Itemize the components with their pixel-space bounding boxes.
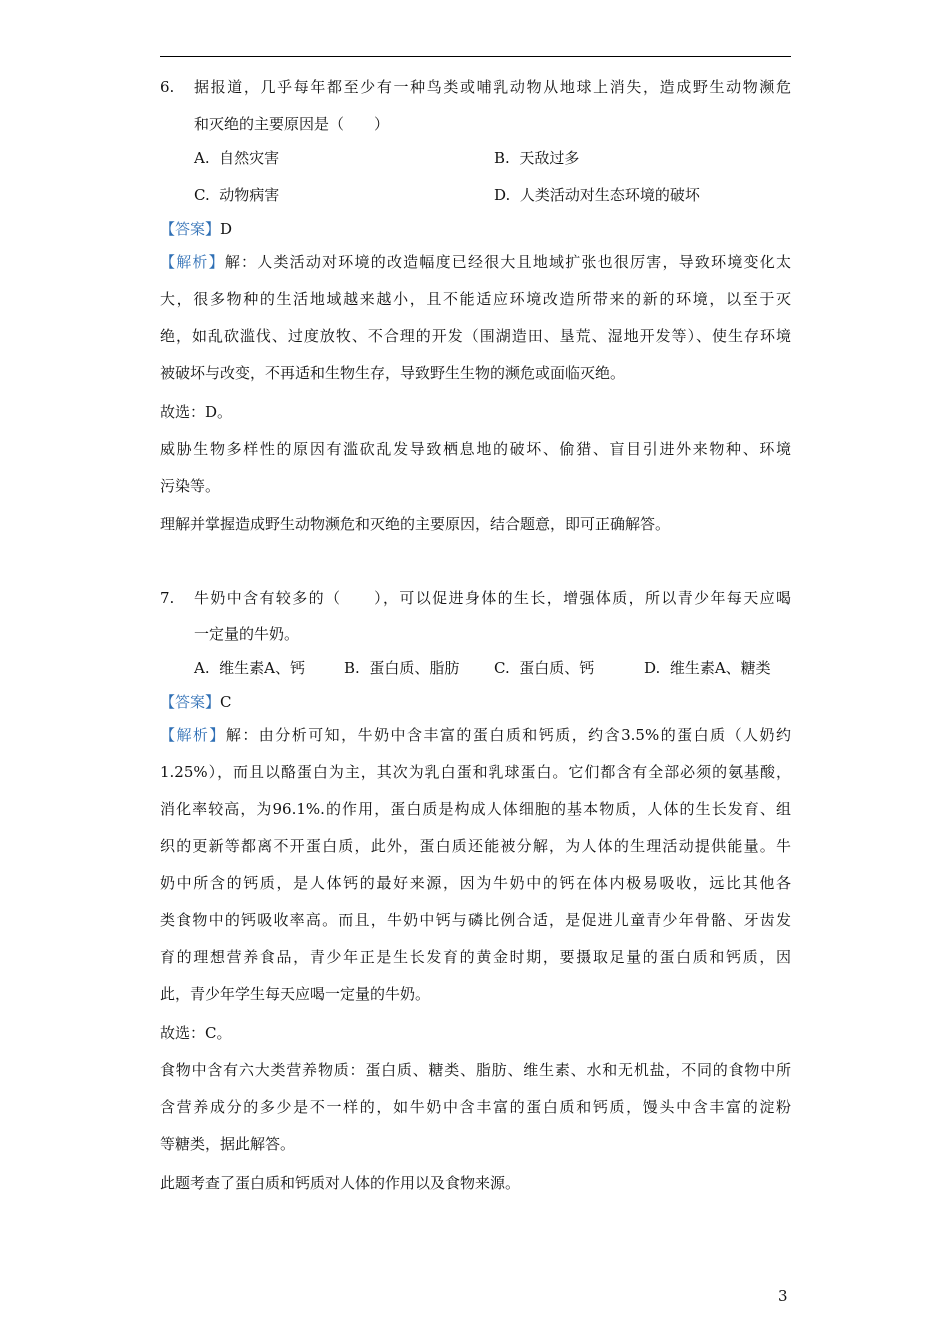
q7-analysis-line6: 类食物中的钙吸收率高。而且，牛奶中钙与磷比例合适，是促进儿童青少年骨骼、牙齿发 <box>160 911 791 929</box>
q7-analysis-line1 <box>160 724 791 746</box>
q7-note1-line3: 等糖类，据此解答。 <box>160 1135 296 1153</box>
option-text: 自然灾害 <box>219 149 280 167</box>
q7-note1-line1: 食物中含有六大类营养物质：蛋白质、糖类、脂肪、维生素、水和无机盐，不同的食物中所 <box>160 1061 791 1079</box>
analysis-text: 解：人类活动对环境的改造幅度已经很大且地域扩张也很厉害，导致环境变化太 <box>224 253 791 271</box>
answer-value: D <box>220 220 233 238</box>
q7-option-d <box>644 657 771 679</box>
q7-choice: 故选：C。 <box>160 1024 232 1042</box>
q6-answer <box>160 218 232 240</box>
option-text: 人类活动对生态环境的破坏 <box>519 186 700 204</box>
q6-note1-line1: 威胁生物多样性的原因有滥砍乱发导致栖息地的破坏、偷猎、盲目引进外来物种、环境 <box>160 440 791 458</box>
analysis-tag: 【解析】 <box>160 253 225 271</box>
q7-number: 7. <box>160 589 175 607</box>
q7-stem-line2: 一定量的牛奶。 <box>194 625 300 643</box>
q6-analysis-line4: 被破坏与改变，不再适和生物生存，导致野生生物的濒危或面临灭绝。 <box>160 364 626 382</box>
q7-option-a <box>194 657 305 679</box>
option-text: 蛋白质、钙 <box>519 659 595 677</box>
option-key: C. <box>194 186 210 204</box>
page-number: 3 <box>778 1287 788 1305</box>
option-key: D. <box>644 659 661 677</box>
analysis-text: 解：由分析可知，牛奶中含丰富的蛋白质和钙质，约含3.5%的蛋白质（人奶约 <box>225 726 791 744</box>
q6-choice: 故选：D。 <box>160 403 233 421</box>
q6-analysis-line2: 大，很多物种的生活地域越来越小，且不能适应环境改造所带来的新的环境，以至于灭 <box>160 290 791 308</box>
option-key: D. <box>494 186 511 204</box>
answer-value: C <box>220 693 232 711</box>
q7-option-b <box>344 657 459 679</box>
q7-analysis-line5: 奶中所含的钙质，是人体钙的最好来源，因为牛奶中的钙在体内极易吸收，远比其他各 <box>160 874 791 892</box>
option-text: 维生素A、钙 <box>219 659 305 677</box>
q6-note1-line2: 污染等。 <box>160 477 221 495</box>
option-key: C. <box>494 659 510 677</box>
q6-option-b <box>494 147 579 169</box>
q6-stem-line1: 据报道，几乎每年都至少有一种鸟类或哺乳动物从地球上消失，造成野生动物濒危 <box>194 78 791 96</box>
q7-note2: 此题考查了蛋白质和钙质对人体的作用以及食物来源。 <box>160 1174 521 1192</box>
q7-stem-line1: 牛奶中含有较多的（ ），可以促进身体的生长，增强体质，所以青少年每天应喝 <box>194 589 791 607</box>
q6-number: 6. <box>160 78 175 96</box>
answer-tag: 【答案】 <box>160 220 221 238</box>
analysis-tag: 【解析】 <box>160 726 226 744</box>
q7-option-c <box>494 657 594 679</box>
answer-tag: 【答案】 <box>160 693 221 711</box>
option-text: 蛋白质、脂肪 <box>369 659 460 677</box>
option-text: 天敌过多 <box>519 149 580 167</box>
q7-analysis-line7: 育的理想营养食品，青少年正是生长发育的黄金时期，要摄取足量的蛋白质和钙质，因 <box>160 948 791 966</box>
q6-note2: 理解并掌握造成野生动物濒危和灭绝的主要原因，结合题意，即可正确解答。 <box>160 515 671 533</box>
option-key: B. <box>494 149 510 167</box>
q7-analysis-line2: 1.25%），而且以酪蛋白为主，其次为乳白蛋和乳球蛋白。它们都含有全部必须的氨基酸， <box>160 763 791 781</box>
q7-analysis-line8: 此，青少年学生每天应喝一定量的牛奶。 <box>160 985 431 1003</box>
option-text: 维生素A、糖类 <box>669 659 771 677</box>
q6-analysis-line1 <box>160 251 791 273</box>
header-rule <box>160 56 791 57</box>
option-key: A. <box>194 659 210 677</box>
q6-option-c <box>194 184 279 206</box>
option-key: A. <box>194 149 210 167</box>
q6-option-d <box>494 184 700 206</box>
q7-analysis-line4: 织的更新等都离不开蛋白质，此外，蛋白质还能被分解，为人体的生理活动提供能量。牛 <box>160 837 791 855</box>
option-key: B. <box>344 659 360 677</box>
q7-analysis-line3: 消化率较高，为96.1%.的作用，蛋白质是构成人体细胞的基本物质，人体的生长发育、组 <box>160 800 791 818</box>
q7-answer <box>160 691 232 713</box>
q6-stem-line2: 和灭绝的主要原因是（ ） <box>194 115 390 133</box>
option-text: 动物病害 <box>219 186 280 204</box>
q7-note1-line2: 含营养成分的多少是不一样的，如牛奶中含丰富的蛋白质和钙质，馒头中含丰富的淀粉 <box>160 1098 791 1116</box>
q6-analysis-line3: 绝，如乱砍滥伐、过度放牧、不合理的开发（围湖造田、垦荒、湿地开发等）、使生存环境 <box>160 327 791 345</box>
q6-option-a <box>194 147 279 169</box>
